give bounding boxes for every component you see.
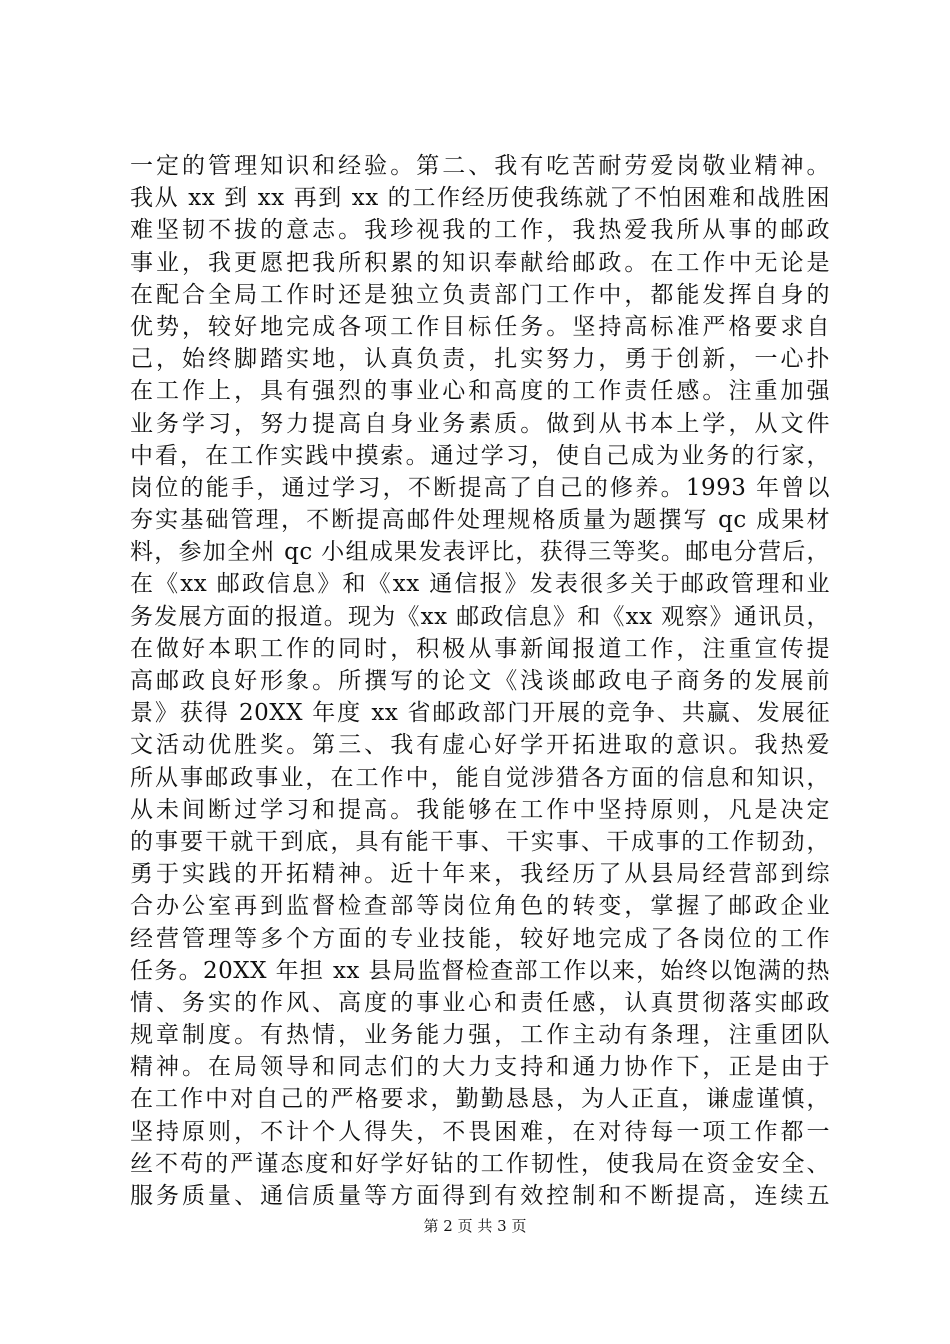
text-line: 在配合全局工作时还是独立负责部门工作中，都能发挥自身的 bbox=[130, 281, 830, 308]
text-line: 在工作上，具有强烈的事业心和高度的工作责任感。注重加强 bbox=[130, 378, 830, 405]
text-line: 岗位的能手，通过学习，不断提高了自己的修养。1993 年曾以 bbox=[130, 474, 830, 501]
page-footer: 第 2 页 共 3 页 bbox=[423, 1217, 527, 1235]
text-line: 从未间断过学习和提高。我能够在工作中坚持原则，凡是决定 bbox=[130, 796, 830, 823]
text-line: 难坚韧不拔的意志。我珍视我的工作，我热爱我所从事的邮政 bbox=[130, 217, 830, 244]
text-line: 高邮政良好形象。所撰写的论文《浅谈邮政电子商务的发展前 bbox=[130, 668, 830, 694]
text-line: 我从 xx 到 xx 再到 xx 的工作经历使我练就了不怕困难和战胜困 bbox=[130, 185, 830, 212]
body-text bbox=[130, 150, 830, 1212]
text-line: 的事要干就干到底，具有能干事、干实事、干成事的工作韧劲， bbox=[130, 828, 830, 855]
text-line: 坚持原则，不计个人得失，不畏困难，在对待每一项工作都一 bbox=[130, 1118, 830, 1145]
text-line: 合办公室再到监督检查部等岗位角色的转变，掌握了邮政企业 bbox=[130, 893, 830, 920]
text-line: 服务质量、通信质量等方面得到有效控制和不断提高，连续五 bbox=[130, 1183, 830, 1209]
text-line: 夯实基础管理，不断提高邮件处理规格质量为题撰写 qc 成果材 bbox=[130, 507, 830, 534]
text-line: 在工作中对自己的严格要求，勤勤恳恳，为人正直，谦虚谨慎， bbox=[130, 1086, 830, 1113]
text-line: 经营管理等多个方面的专业技能，较好地完成了各岗位的工作 bbox=[130, 925, 830, 952]
text-line: 精神。在局领导和同志们的大力支持和通力协作下，正是由于 bbox=[130, 1054, 830, 1081]
text-line: 在《xx 邮政信息》和《xx 通信报》发表很多关于邮政管理和业 bbox=[130, 571, 830, 598]
text-line: 业务学习，努力提高自身业务素质。做到从书本上学，从文件 bbox=[130, 410, 830, 437]
text-line: 任务。20XX 年担 xx 县局监督检查部工作以来，始终以饱满的热 bbox=[130, 957, 830, 984]
text-line: 事业，我更愿把我所积累的知识奉献给邮政。在工作中无论是 bbox=[130, 249, 830, 276]
text-line: 优势，较好地完成各项工作目标任务。坚持高标准严格要求自 bbox=[130, 313, 830, 340]
text-line: 情、务实的作风、高度的事业心和责任感，认真贯彻落实邮政 bbox=[130, 989, 830, 1016]
text-line: 在做好本职工作的同时，积极从事新闻报道工作，注重宣传提 bbox=[130, 635, 830, 662]
text-line: 景》获得 20XX 年度 xx 省邮政部门开展的竞争、共赢、发展征 bbox=[130, 700, 830, 727]
text-line: 规章制度。有热情，业务能力强，工作主动有条理，注重团队 bbox=[130, 1022, 830, 1049]
text-line: 己，始终脚踏实地，认真负责，扎实努力，勇于创新，一心扑 bbox=[130, 346, 830, 373]
text-line: 勇于实践的开拓精神。近十年来，我经历了从县局经营部到综 bbox=[130, 861, 830, 888]
text-line: 料，参加全州 qc 小组成果发表评比，获得三等奖。邮电分营后， bbox=[130, 539, 830, 566]
text-line: 丝不苟的严谨态度和好学好钻的工作韧性，使我局在资金安全、 bbox=[130, 1150, 830, 1177]
text-line: 一定的管理知识和经验。第二、我有吃苦耐劳爱岗敬业精神。 bbox=[130, 153, 830, 179]
text-line: 务发展方面的报道。现为《xx 邮政信息》和《xx 观察》通讯员， bbox=[130, 603, 830, 630]
text-line: 所从事邮政事业，在工作中，能自觉涉猎各方面的信息和知识， bbox=[130, 764, 830, 791]
text-line: 文活动优胜奖。第三、我有虚心好学开拓进取的意识。我热爱 bbox=[130, 732, 830, 759]
text-line: 中看，在工作实践中摸索。通过学习，使自己成为业务的行家， bbox=[130, 442, 830, 469]
